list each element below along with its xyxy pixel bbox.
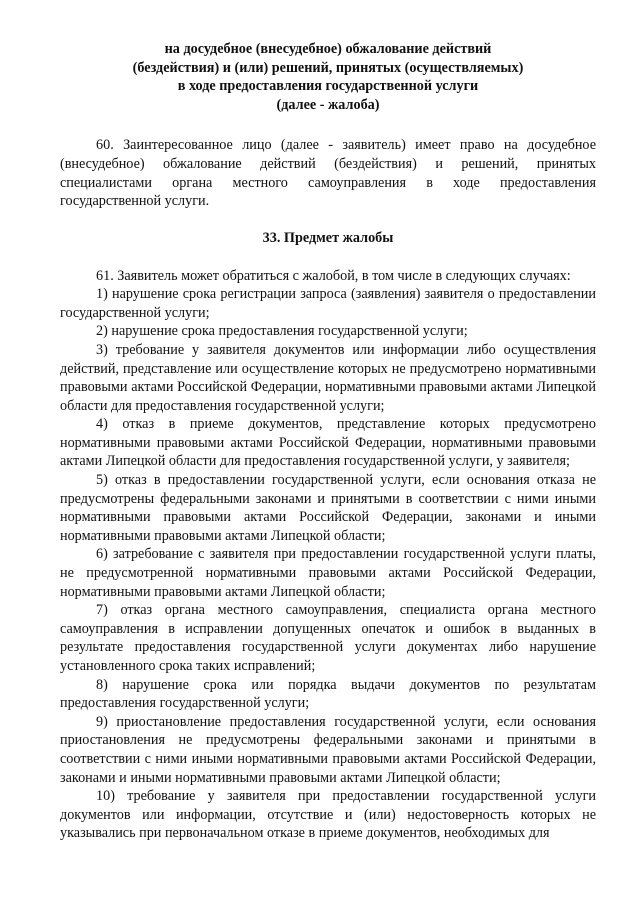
list-item: 4) отказ в приеме документов, представление которых предусмотрено нормативными правовыми актами Российской Федерации, нормативными правовыми актами Липецкой области для предоставления государственной услуги, у заявителя; [60,416,596,470]
paragraph-61: 61. Заявитель может обратиться с жалобой, в том числе в следующих случаях: [96,267,571,284]
title-line: в ходе предоставления государственной услуги [177,78,479,95]
title-line: (бездействия) и (или) решений, принятых (осуществляемых) [132,59,524,76]
title-line: (далее - жалоба) [276,96,380,113]
document-title [60,40,596,114]
list-item: 8) нарушение срока или порядка выдачи документов по результатам предоставления государственной услуги; [60,676,596,712]
paragraph-60: 60. Заинтересованное лицо (далее - заявитель) имеет право на досудебное (внесудебное) обжалование действий (бездействия) и решений, принятых специалистами органа местного самоуправления в ходе предоставления государственной услуги. [60,137,596,210]
list-item: 6) затребование с заявителя при предоставлении государственной услуги платы, не предусмотренной нормативными правовыми актами Российской Федерации, нормативными правовыми актами Липецкой области; [60,546,596,600]
list-item: 1) нарушение срока регистрации запроса (заявления) заявителя о предоставлении государственной услуги; [60,286,596,321]
list-item: 9) приостановление предоставления государственной услуги, если основания приостановления не предусмотрены федеральными законами и принятыми в соответствии с ними иными нормативными правовыми актами Российской Федерации, законами и иными нормативными правовыми актами Липецкой области; [60,713,596,786]
list-item: 3) требование у заявителя документов или информации либо осуществления действий, представление или осуществление которых не предусмотрено нормативными правовыми актами Российской Федерации, нормативными правовыми актами Липецкой области для предоставления государственной услуги; [60,341,596,414]
list-item: 5) отказ в предоставлении государственной услуги, если основания отказа не предусмотрены федеральными законами и принятыми в соответствии с ними иными нормативными правовыми актами Российской Федерации, законами и иными нормативными правовыми актами Липецкой области; [60,472,596,544]
document-page [60,40,596,843]
list-item: 2) нарушение срока предоставления государственной услуги; [96,323,468,340]
list-item: 10) требование у заявителя при предоставлении государственной услуги документов или информации, отсутствие и (или) недостоверность которых не указывались при первоначальном отказе в приеме документов, необходимых для [60,788,596,842]
list-item: 7) отказ органа местного самоуправления, специалиста органа местного самоуправления в исправлении допущенных опечаток и ошибок в выданных в результате предоставления государственной услуги документах либо нарушение установленного срока таких исправлений; [60,602,596,674]
title-line: на досудебное (внесудебное) обжалование действий [164,41,492,57]
section-heading: 33. Предмет жалобы [262,230,394,247]
